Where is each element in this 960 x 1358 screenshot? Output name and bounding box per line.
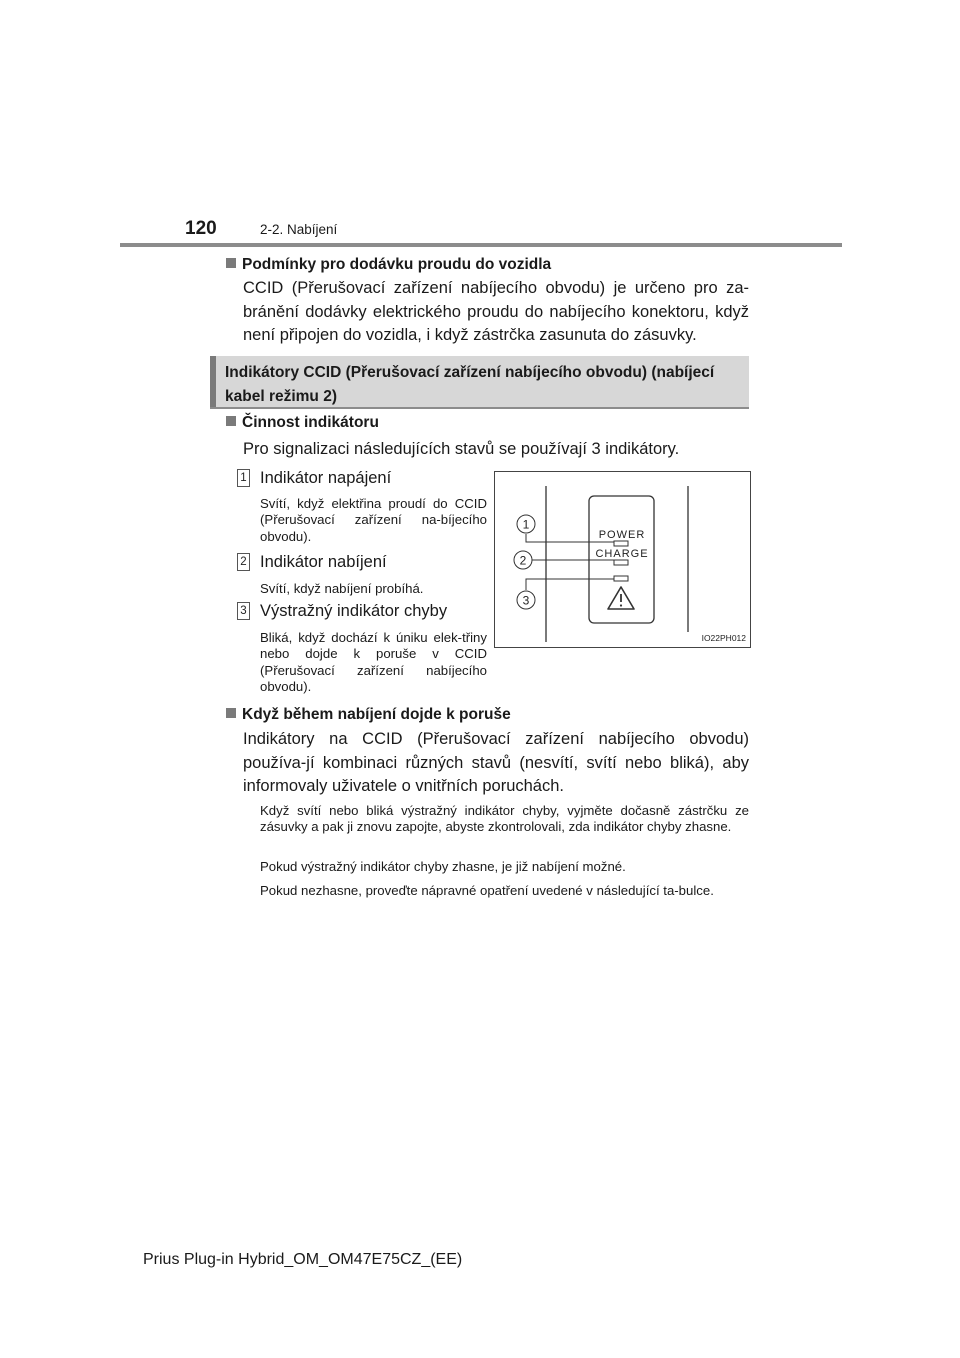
callout-number-3: 3 (522, 593, 530, 608)
item-title: Indikátor nabíjení (260, 553, 387, 571)
charge-indicator-lamp (614, 560, 628, 565)
square-bullet-icon (226, 416, 236, 426)
item-number: 1 (237, 469, 250, 487)
power-indicator-lamp (614, 541, 628, 546)
item-description: Svítí, když elektřina proudí do CCID (Přerušovací zařízení na-bíjecího obvodu). (260, 496, 487, 544)
list-item (237, 602, 447, 621)
power-label: POWER (598, 529, 646, 541)
error-indicator-lamp (614, 576, 628, 581)
item-number: 2 (237, 553, 250, 571)
charge-label: CHARGE (595, 548, 649, 560)
banner-accent-bar (210, 356, 216, 407)
heading-text: Když během nabíjení dojde k poruše (242, 706, 511, 723)
item-title: Výstražný indikátor chyby (260, 602, 448, 620)
section-intro: Pro signalizaci následujících stavů se používají 3 indikátory. (243, 440, 680, 458)
section-banner (210, 356, 749, 409)
section-reference: 2-2. Nabíjení (260, 222, 338, 237)
section-paragraph: Indikátory na CCID (Přerušovací zařízení nabíjecího obvodu) používa-jí kombinaci různých stavů (nesvítí, svítí nebo bliká), aby informovaly uživatele o vnitřních poruchách. (243, 730, 749, 795)
list-item (237, 553, 387, 572)
figure-code: IO22PH012 (701, 633, 746, 643)
heading-text: Činnost indikátoru (242, 414, 379, 431)
ccid-indicator-figure (494, 471, 751, 648)
note-paragraph: Pokud nezhasne, proveďte nápravné opatření uvedené v následující ta-bulce. (260, 883, 714, 898)
item-title: Indikátor napájení (260, 469, 392, 487)
callout-number-2: 2 (519, 553, 527, 568)
square-bullet-icon (226, 258, 236, 268)
item-description: Svítí, když nabíjení probíhá. (260, 581, 424, 596)
list-item (237, 469, 391, 488)
section-heading-fault (226, 706, 511, 724)
banner-title: Indikátory CCID (Přerušovací zařízení nabíjecího obvodu) (nabíjecí kabel režimu 2) (225, 364, 715, 405)
callout-number-1: 1 (522, 517, 530, 532)
section-heading-power-supply (226, 256, 551, 274)
page-number: 120 (185, 218, 217, 239)
note-paragraph: Když svítí nebo bliká výstražný indikátor chyby, vyjměte dočasně zástrčku ze zásuvky a pak ji znovu zapojte, abyste zkontrolovali, zda indikátor chyby zhasne. (260, 803, 749, 835)
section-heading-indicator-operation (226, 414, 379, 432)
footer-document-id: Prius Plug-in Hybrid_OM_OM47E75CZ_(EE) (143, 1251, 463, 1268)
note-paragraph: Pokud výstražný indikátor chyby zhasne, je již nabíjení možné. (260, 859, 626, 874)
ccid-diagram (495, 472, 750, 647)
item-number: 3 (237, 602, 250, 620)
square-bullet-icon (226, 708, 236, 718)
section-paragraph: CCID (Přerušovací zařízení nabíjecího obvodu) je určeno pro za-bránění dodávky elektrického proudu do nabíjecího konektoru, když není připojen do vozidla, i když zástrčka zasunuta do zásuvky. (243, 279, 749, 344)
item-description: Bliká, když dochází k úniku elek-třiny nebo dojde k poruše v CCID (Přerušovací zařízení nabíjecího obvodu). (260, 630, 487, 694)
header-rule (120, 243, 842, 247)
heading-text: Podmínky pro dodávku proudu do vozidla (242, 256, 552, 273)
